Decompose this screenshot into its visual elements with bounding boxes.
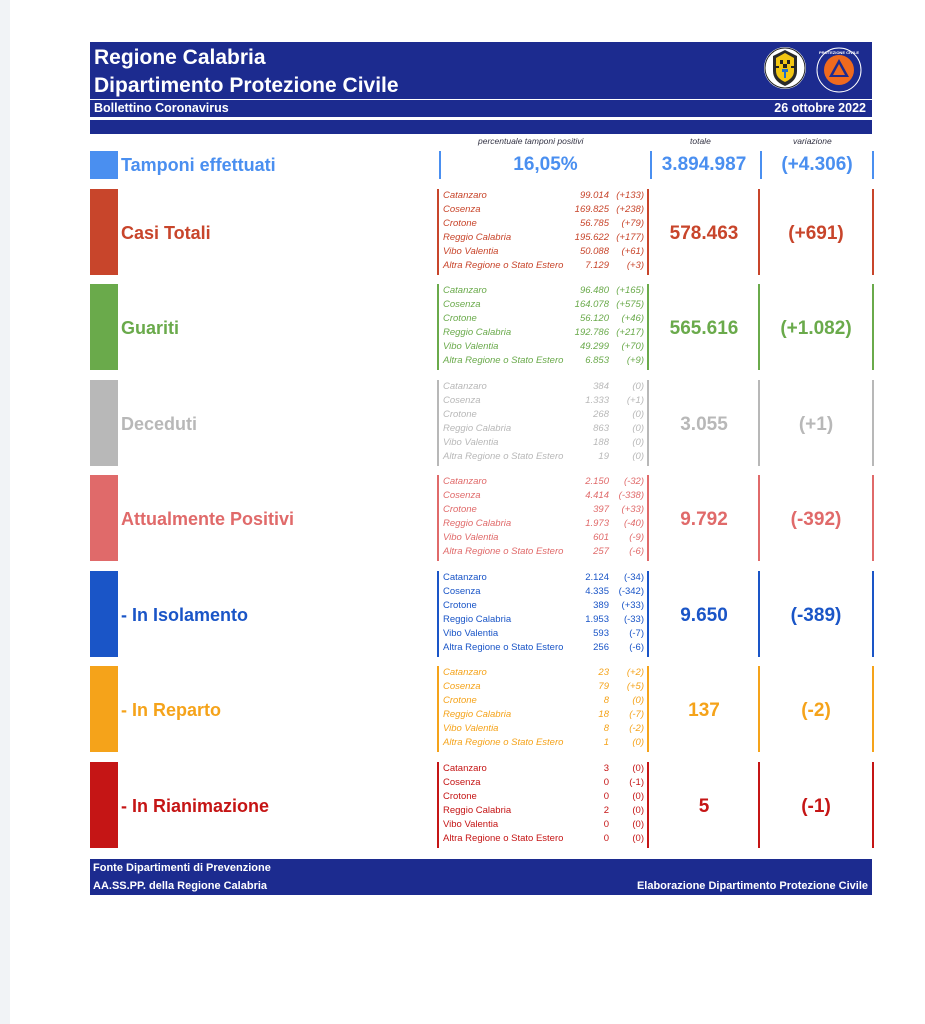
province-value: 3 xyxy=(603,762,609,774)
province-delta: (-34) xyxy=(623,571,644,583)
category-label: Casi Totali xyxy=(121,222,211,243)
province-value: 593 xyxy=(593,627,609,639)
province-name: Vibo Valentia xyxy=(443,818,499,830)
province-row xyxy=(439,694,647,708)
province-row xyxy=(439,354,647,368)
category-variation-box xyxy=(758,666,874,752)
province-name: Catanzaro xyxy=(443,285,487,296)
province-delta: (0) xyxy=(632,695,644,706)
column-headers xyxy=(90,134,872,146)
bulletin-label: Bollettino Coronavirus xyxy=(94,101,229,115)
category-variation-box xyxy=(758,284,874,370)
province-name: Catanzaro xyxy=(443,571,487,583)
province-name: Cosenza xyxy=(443,299,481,310)
category-total: 565.616 xyxy=(669,318,739,339)
province-row xyxy=(439,818,647,832)
province-value: 164.078 xyxy=(574,299,609,310)
category-section xyxy=(90,284,872,370)
province-row xyxy=(439,245,647,259)
province-name: Altra Regione o Stato Estero xyxy=(443,546,564,557)
province-name: Vibo Valentia xyxy=(443,723,499,734)
province-name: Crotone xyxy=(443,695,477,706)
province-row xyxy=(439,736,647,750)
province-row xyxy=(439,627,647,641)
province-row xyxy=(439,422,647,436)
province-delta: (-6) xyxy=(629,641,644,653)
category-section xyxy=(90,189,872,275)
province-value: 0 xyxy=(603,832,609,844)
category-variation: (+691) xyxy=(788,222,844,244)
province-list xyxy=(437,666,649,752)
province-value: 2 xyxy=(603,804,609,816)
province-delta: (-338) xyxy=(618,490,644,501)
category-label: - In Rianimazione xyxy=(121,795,270,816)
province-row xyxy=(439,340,647,354)
source-line-2: AA.SS.PP. della Regione Calabria xyxy=(93,879,268,892)
province-value: 50.088 xyxy=(579,245,609,257)
province-value: 257 xyxy=(593,546,609,557)
province-row xyxy=(439,613,647,627)
province-delta: (0) xyxy=(632,737,644,748)
province-value: 1.973 xyxy=(585,518,609,529)
tamponi-positive-pct: 16,05% xyxy=(439,151,652,179)
province-name: Altra Regione o Stato Estero xyxy=(443,355,564,366)
province-value: 863 xyxy=(593,422,609,434)
category-label: - In Isolamento xyxy=(121,604,249,625)
category-section xyxy=(90,666,872,752)
pct-column-header: percentuale tamponi positivi xyxy=(478,136,584,146)
category-label: - In Reparto xyxy=(121,700,222,720)
province-name: Vibo Valentia xyxy=(443,436,499,448)
province-delta: (+238) xyxy=(616,203,644,215)
province-name: Cosenza xyxy=(443,776,481,788)
province-value: 0 xyxy=(603,818,609,830)
province-name: Altra Regione o Stato Estero xyxy=(443,641,564,653)
category-total: 3.055 xyxy=(680,413,728,435)
province-value: 6.853 xyxy=(585,355,609,366)
category-section xyxy=(90,475,872,561)
province-row xyxy=(439,641,647,655)
province-delta: (0) xyxy=(632,450,644,462)
province-delta: (+2) xyxy=(626,667,644,678)
province-delta: (-32) xyxy=(623,476,644,487)
category-section xyxy=(90,571,872,657)
page xyxy=(10,0,925,1024)
province-row xyxy=(439,326,647,340)
province-name: Vibo Valentia xyxy=(443,245,499,257)
province-delta: (-33) xyxy=(623,613,644,625)
category-color-swatch xyxy=(90,571,118,657)
province-row xyxy=(439,832,647,846)
bulletin-date: 26 ottobre 2022 xyxy=(774,101,866,115)
province-value: 397 xyxy=(593,504,609,515)
province-value: 188 xyxy=(593,436,609,448)
province-row xyxy=(439,394,647,408)
province-name: Crotone xyxy=(443,790,477,802)
tamponi-color-swatch xyxy=(90,151,118,179)
category-color-swatch xyxy=(90,666,118,752)
province-list xyxy=(437,762,649,848)
province-value: 601 xyxy=(593,532,609,543)
province-delta: (+46) xyxy=(621,313,644,324)
province-name: Reggio Calabria xyxy=(443,327,512,338)
province-value: 0 xyxy=(603,790,609,802)
province-delta: (0) xyxy=(632,422,644,434)
province-delta: (0) xyxy=(632,436,644,448)
province-row xyxy=(439,436,647,450)
province-name: Crotone xyxy=(443,599,477,611)
province-value: 23 xyxy=(598,667,609,678)
province-row xyxy=(439,804,647,818)
province-value: 2.124 xyxy=(585,571,609,583)
province-row xyxy=(439,545,647,559)
category-label: Attualmente Positivi xyxy=(121,509,295,529)
province-name: Reggio Calabria xyxy=(443,613,512,625)
province-delta: (+79) xyxy=(621,217,644,229)
category-sections xyxy=(90,189,872,848)
province-row xyxy=(439,380,647,394)
province-delta: (+165) xyxy=(616,285,644,296)
province-value: 4.414 xyxy=(585,490,609,501)
province-value: 49.299 xyxy=(579,341,609,352)
province-delta: (-342) xyxy=(618,585,644,597)
province-delta: (+33) xyxy=(621,599,644,611)
category-variation-box xyxy=(758,762,874,848)
civil-protection-logo xyxy=(816,47,862,93)
province-name: Cosenza xyxy=(443,490,481,501)
bulletin-report xyxy=(90,42,872,895)
province-row xyxy=(439,585,647,599)
province-value: 389 xyxy=(593,599,609,611)
province-name: Cosenza xyxy=(443,394,481,406)
province-row xyxy=(439,489,647,503)
province-delta: (0) xyxy=(632,408,644,420)
category-total: 9.650 xyxy=(680,604,728,626)
province-name: Reggio Calabria xyxy=(443,804,512,816)
province-row xyxy=(439,680,647,694)
variation-column-header: variazione xyxy=(793,136,832,146)
province-row xyxy=(439,312,647,326)
category-section xyxy=(90,380,872,466)
source-line-1: Fonte Dipartimenti di Prevenzione xyxy=(93,861,271,874)
header-divider xyxy=(90,99,872,100)
category-label: Guariti xyxy=(121,318,180,338)
header-divider-bottom xyxy=(90,117,872,120)
province-row xyxy=(439,599,647,613)
province-list xyxy=(437,189,649,275)
province-value: 96.480 xyxy=(579,285,609,296)
province-row xyxy=(439,217,647,231)
province-value: 8 xyxy=(603,695,609,706)
category-variation-box xyxy=(758,475,874,561)
province-name: Crotone xyxy=(443,408,477,420)
province-delta: (+9) xyxy=(626,355,644,366)
province-delta: (+33) xyxy=(621,504,644,515)
category-total: 9.792 xyxy=(680,509,728,530)
province-value: 2.150 xyxy=(585,476,609,487)
province-name: Reggio Calabria xyxy=(443,231,512,243)
province-delta: (-9) xyxy=(629,532,644,543)
province-row xyxy=(439,517,647,531)
province-value: 256 xyxy=(593,641,609,653)
province-name: Reggio Calabria xyxy=(443,709,512,720)
province-name: Catanzaro xyxy=(443,476,487,487)
region-crest-logo xyxy=(764,47,806,89)
province-delta: (-2) xyxy=(629,723,644,734)
province-value: 268 xyxy=(593,408,609,420)
province-value: 384 xyxy=(593,380,609,392)
category-color-swatch xyxy=(90,475,118,561)
province-name: Cosenza xyxy=(443,585,481,597)
province-delta: (+177) xyxy=(616,231,644,243)
province-name: Altra Regione o Stato Estero xyxy=(443,832,564,844)
province-delta: (+3) xyxy=(626,259,644,271)
province-list xyxy=(437,380,649,466)
province-row xyxy=(439,503,647,517)
province-name: Cosenza xyxy=(443,203,481,215)
category-color-swatch xyxy=(90,189,118,275)
category-color-swatch xyxy=(90,380,118,466)
province-value: 79 xyxy=(598,681,609,692)
province-name: Reggio Calabria xyxy=(443,518,512,529)
report-footer xyxy=(90,859,872,895)
province-row xyxy=(439,231,647,245)
province-delta: (0) xyxy=(632,818,644,830)
province-row xyxy=(439,531,647,545)
province-delta: (-7) xyxy=(629,709,644,720)
province-row xyxy=(439,203,647,217)
province-name: Crotone xyxy=(443,313,477,324)
province-row xyxy=(439,284,647,298)
province-name: Catanzaro xyxy=(443,667,487,678)
category-section xyxy=(90,762,872,848)
category-variation-box xyxy=(758,571,874,657)
report-header xyxy=(90,42,872,134)
province-list xyxy=(437,475,649,561)
province-delta: (+70) xyxy=(621,341,644,352)
province-name: Cosenza xyxy=(443,681,481,692)
category-variation-box xyxy=(758,380,874,466)
province-name: Altra Regione o Stato Estero xyxy=(443,450,564,462)
province-row xyxy=(439,708,647,722)
province-delta: (0) xyxy=(632,804,644,816)
category-total: 5 xyxy=(698,795,710,817)
province-value: 195.622 xyxy=(574,231,609,243)
province-delta: (+5) xyxy=(626,681,644,692)
province-row xyxy=(439,776,647,790)
tamponi-total: 3.894.987 xyxy=(661,154,747,175)
svg-text:PROTEZIONE CIVILE: PROTEZIONE CIVILE xyxy=(818,50,860,55)
province-name: Altra Regione o Stato Estero xyxy=(443,737,564,748)
category-total: 137 xyxy=(688,700,720,721)
province-name: Catanzaro xyxy=(443,189,487,201)
province-value: 169.825 xyxy=(574,203,609,215)
province-value: 1.953 xyxy=(585,613,609,625)
province-value: 192.786 xyxy=(574,327,609,338)
province-name: Crotone xyxy=(443,217,477,229)
province-delta: (+217) xyxy=(616,327,644,338)
province-value: 19 xyxy=(598,450,609,462)
province-name: Vibo Valentia xyxy=(443,627,499,639)
total-column-header: totale xyxy=(690,136,711,146)
province-row xyxy=(439,189,647,203)
category-variation: (-1) xyxy=(801,795,831,817)
tamponi-row xyxy=(90,146,872,179)
category-variation: (-389) xyxy=(790,604,842,626)
region-title: Regione Calabria xyxy=(94,46,266,69)
category-variation: (-392) xyxy=(790,509,842,530)
province-row xyxy=(439,298,647,312)
category-label: Deceduti xyxy=(121,413,198,434)
province-row xyxy=(439,450,647,464)
province-value: 8 xyxy=(603,723,609,734)
province-row xyxy=(439,408,647,422)
province-delta: (0) xyxy=(632,762,644,774)
province-row xyxy=(439,762,647,776)
province-row xyxy=(439,790,647,804)
province-row xyxy=(439,666,647,680)
province-value: 18 xyxy=(598,709,609,720)
category-color-swatch xyxy=(90,284,118,370)
department-title: Dipartimento Protezione Civile xyxy=(94,74,399,97)
province-name: Crotone xyxy=(443,504,477,515)
elaboration-credit: Elaborazione Dipartimento Protezione Civile xyxy=(636,879,868,892)
province-delta: (0) xyxy=(632,380,644,392)
province-delta: (-1) xyxy=(629,776,644,788)
category-color-swatch xyxy=(90,762,118,848)
province-delta: (0) xyxy=(632,832,644,844)
province-row xyxy=(439,475,647,489)
province-value: 0 xyxy=(603,776,609,788)
province-name: Catanzaro xyxy=(443,380,487,392)
category-variation: (+1.082) xyxy=(780,318,852,339)
province-row xyxy=(439,722,647,736)
category-variation: (-2) xyxy=(801,700,831,721)
tamponi-label: Tamponi effettuati xyxy=(121,155,276,175)
province-delta: (+61) xyxy=(621,245,644,257)
province-delta: (+133) xyxy=(616,189,644,201)
province-name: Vibo Valentia xyxy=(443,532,499,543)
province-value: 4.335 xyxy=(585,585,609,597)
province-value: 99.014 xyxy=(579,189,609,201)
province-delta: (-40) xyxy=(623,518,644,529)
category-variation: (+1) xyxy=(798,413,834,435)
province-value: 1 xyxy=(603,737,609,748)
province-name: Catanzaro xyxy=(443,762,487,774)
province-value: 1.333 xyxy=(585,394,609,406)
province-delta: (-6) xyxy=(629,546,644,557)
province-delta: (0) xyxy=(632,790,644,802)
province-row xyxy=(439,571,647,585)
province-value: 56.785 xyxy=(579,217,609,229)
province-name: Vibo Valentia xyxy=(443,341,499,352)
province-value: 56.120 xyxy=(579,313,609,324)
category-variation-box xyxy=(758,189,874,275)
province-name: Reggio Calabria xyxy=(443,422,512,434)
province-name: Altra Regione o Stato Estero xyxy=(443,259,564,271)
province-delta: (+1) xyxy=(626,394,644,406)
province-value: 7.129 xyxy=(585,259,609,271)
province-row xyxy=(439,259,647,273)
province-list xyxy=(437,571,649,657)
tamponi-variation: (+4.306) xyxy=(760,151,874,179)
province-delta: (+575) xyxy=(616,299,644,310)
province-list xyxy=(437,284,649,370)
category-total: 578.463 xyxy=(669,222,739,244)
province-delta: (-7) xyxy=(629,627,644,639)
